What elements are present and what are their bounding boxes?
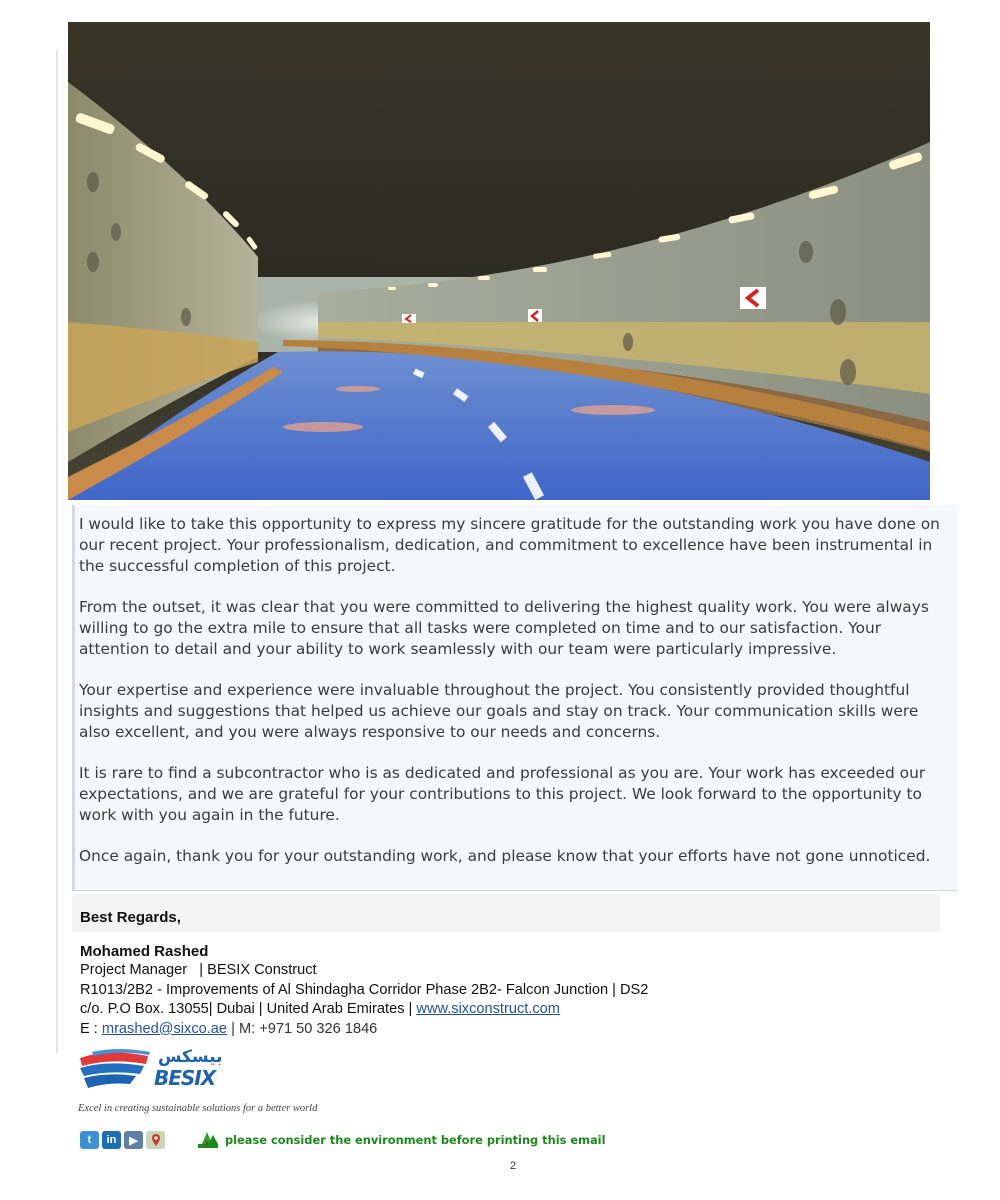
tunnel-photo (68, 22, 930, 500)
message-paragraph: From the outset, it was clear that you were committed to delivering the highest quality work. You were always willing to go the extra mile to ensure that all tasks were completed on time and to our satisfaction. Your attention to detail and your ability to work seamlessly with our team were particularly impressive. (79, 598, 929, 658)
website-link[interactable]: www.sixconstruct.com (416, 1001, 560, 1018)
email-label: E : (80, 1020, 102, 1037)
linkedin-icon[interactable]: in (102, 1131, 121, 1149)
message-paragraph: It is rare to find a subcontractor who is as dedicated and professional as you are. Your work has exceeded our expectations, and we are grateful for your contributions to this project. We look forward to the opportunity to work with you again in the future. (79, 764, 926, 824)
mobile-text: | M: +971 50 326 1846 (227, 1020, 378, 1037)
address-text: c/o. P.O Box. 13055| Dubai | United Arab Emirates | (80, 1001, 417, 1018)
message-paragraph: I would like to take this opportunity to express my sincere gratitude for the outstanding work you have done on our recent project. Your professionalism, dedication, and commitment to excellence have been instrumental in the successful completion of this project. (79, 515, 940, 575)
youtube-icon[interactable]: ▶ (124, 1131, 143, 1149)
sender-title: Project Manager | BESIX Construct (80, 962, 317, 979)
message-paragraph: Your expertise and experience were invaluable throughout the project. You consistently provided thoughtful insights and suggestions that helped us achieve our goals and stay on track. Your communication skills were also excellent, and you were always responsive to our needs and concerns. (79, 681, 919, 741)
page-number: 2 (510, 1160, 517, 1172)
map-icon[interactable] (146, 1131, 165, 1149)
logo-wordmark: BESIX (154, 1066, 216, 1090)
logo-arabic-text: بيسكس (158, 1047, 223, 1067)
eco-note: please consider the environment before printing this email (225, 1133, 606, 1147)
address-line (80, 1000, 648, 1019)
sender-name: Mohamed Rashed (80, 943, 209, 960)
project-line: R1013/2B2 - Improvements of Al Shindagha Corridor Phase 2B2- Falcon Junction | DS2 (80, 981, 649, 998)
message-body (72, 505, 958, 891)
email-link[interactable]: mrashed@sixco.ae (101, 1020, 228, 1037)
message-paragraph: Once again, thank you for your outstanding work, and please know that your efforts have not gone unnoticed. (79, 847, 931, 865)
signature-block (80, 942, 648, 1039)
twitter-icon[interactable]: t (80, 1131, 99, 1149)
tagline: Excel in creating sustainable solutions for a better world (78, 1103, 318, 1114)
closing-band (72, 894, 940, 932)
contact-line (80, 1020, 648, 1039)
tree-icon (196, 1128, 220, 1150)
closing-text: Best Regards, (80, 909, 181, 926)
social-links (80, 1131, 165, 1151)
